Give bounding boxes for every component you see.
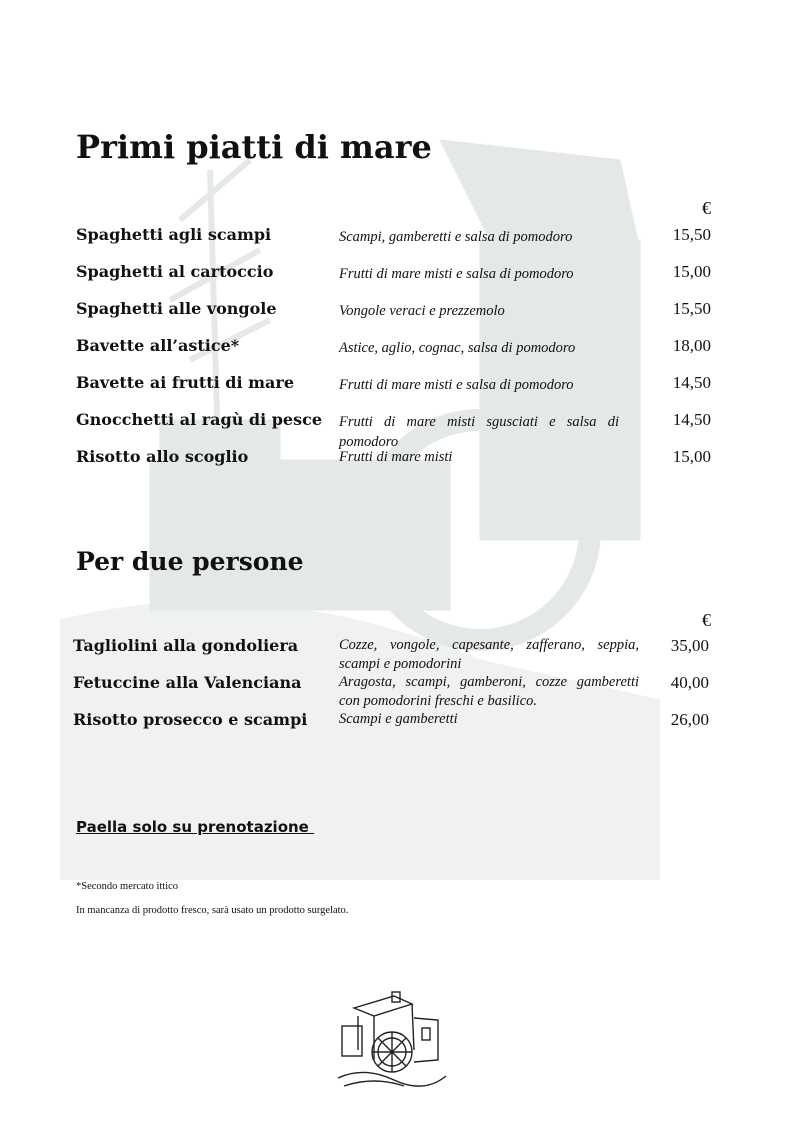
paella-note: Paella solo su prenotazione <box>76 818 315 836</box>
dish-description: Astice, aglio, cognac, salsa di pomodoro <box>339 340 576 356</box>
dish-description: Scampi e gamberetti <box>339 711 458 727</box>
menu-item <box>0 299 793 336</box>
dish-description: Cozze, vongole, capesante, zafferano, seppia, scampi e pomodorini <box>339 637 639 672</box>
footnote-frozen: In mancanza di prodotto fresco, sarà usato un prodotto surgelato. <box>76 905 349 916</box>
menu-item <box>0 410 793 450</box>
dish-name: Spaghetti alle vongole <box>76 299 277 318</box>
currency-header: € <box>702 610 711 630</box>
dish-description: Vongole veraci e prezzemolo <box>339 303 505 319</box>
dish-name: Tagliolini alla gondoliera <box>73 636 299 655</box>
dish-price: 14,50 <box>672 373 711 392</box>
dish-price: 15,50 <box>672 299 711 318</box>
dish-price: 15,00 <box>672 262 711 281</box>
menu-item <box>0 673 793 710</box>
dish-name: Risotto prosecco e scampi <box>73 710 308 729</box>
watermill-watermark <box>60 100 660 880</box>
dish-description: Aragosta, scampi, gamberoni, cozze gamberetti con pomodorini freschi e basilico. <box>339 674 639 709</box>
dish-description: Frutti di mare misti e salsa di pomodoro <box>339 377 574 393</box>
menu-item <box>0 225 793 262</box>
dish-name: Fetuccine alla Valenciana <box>73 673 302 692</box>
dish-price: 15,00 <box>672 447 711 466</box>
dish-name: Bavette ai frutti di mare <box>76 373 295 392</box>
dish-price: 40,00 <box>670 673 709 692</box>
dish-price: 35,00 <box>670 636 709 655</box>
section-title-due: Per due persone <box>76 547 304 576</box>
dish-price: 26,00 <box>670 710 709 729</box>
dish-name: Bavette all’astice* <box>76 336 240 355</box>
dish-description: Frutti di mare misti sgusciati e salsa di pomodoro <box>339 414 619 450</box>
dish-price: 14,50 <box>672 410 711 429</box>
footnote-market: *Secondo mercato ittico <box>76 881 179 892</box>
menu-list-primi <box>0 225 793 484</box>
dish-name: Spaghetti agli scampi <box>76 225 272 244</box>
menu-list-due <box>0 636 793 747</box>
menu-item <box>0 636 793 673</box>
dish-description: Scampi, gamberetti e salsa di pomodoro <box>339 229 573 245</box>
dish-price: 18,00 <box>672 336 711 355</box>
dish-price: 15,50 <box>672 225 711 244</box>
menu-item <box>0 373 793 410</box>
watermill-logo <box>334 990 448 1090</box>
dish-name: Gnocchetti al ragù di pesce <box>76 410 323 429</box>
menu-item <box>0 447 793 484</box>
menu-item <box>0 336 793 373</box>
dish-name: Spaghetti al cartoccio <box>76 262 274 281</box>
dish-name: Risotto allo scoglio <box>76 447 249 466</box>
currency-header: € <box>702 198 711 218</box>
menu-item <box>0 710 793 747</box>
dish-description: Frutti di mare misti e salsa di pomodoro <box>339 266 574 282</box>
dish-description: Frutti di mare misti <box>339 449 453 465</box>
menu-item <box>0 262 793 299</box>
section-title-primi: Primi piatti di mare <box>76 128 432 166</box>
